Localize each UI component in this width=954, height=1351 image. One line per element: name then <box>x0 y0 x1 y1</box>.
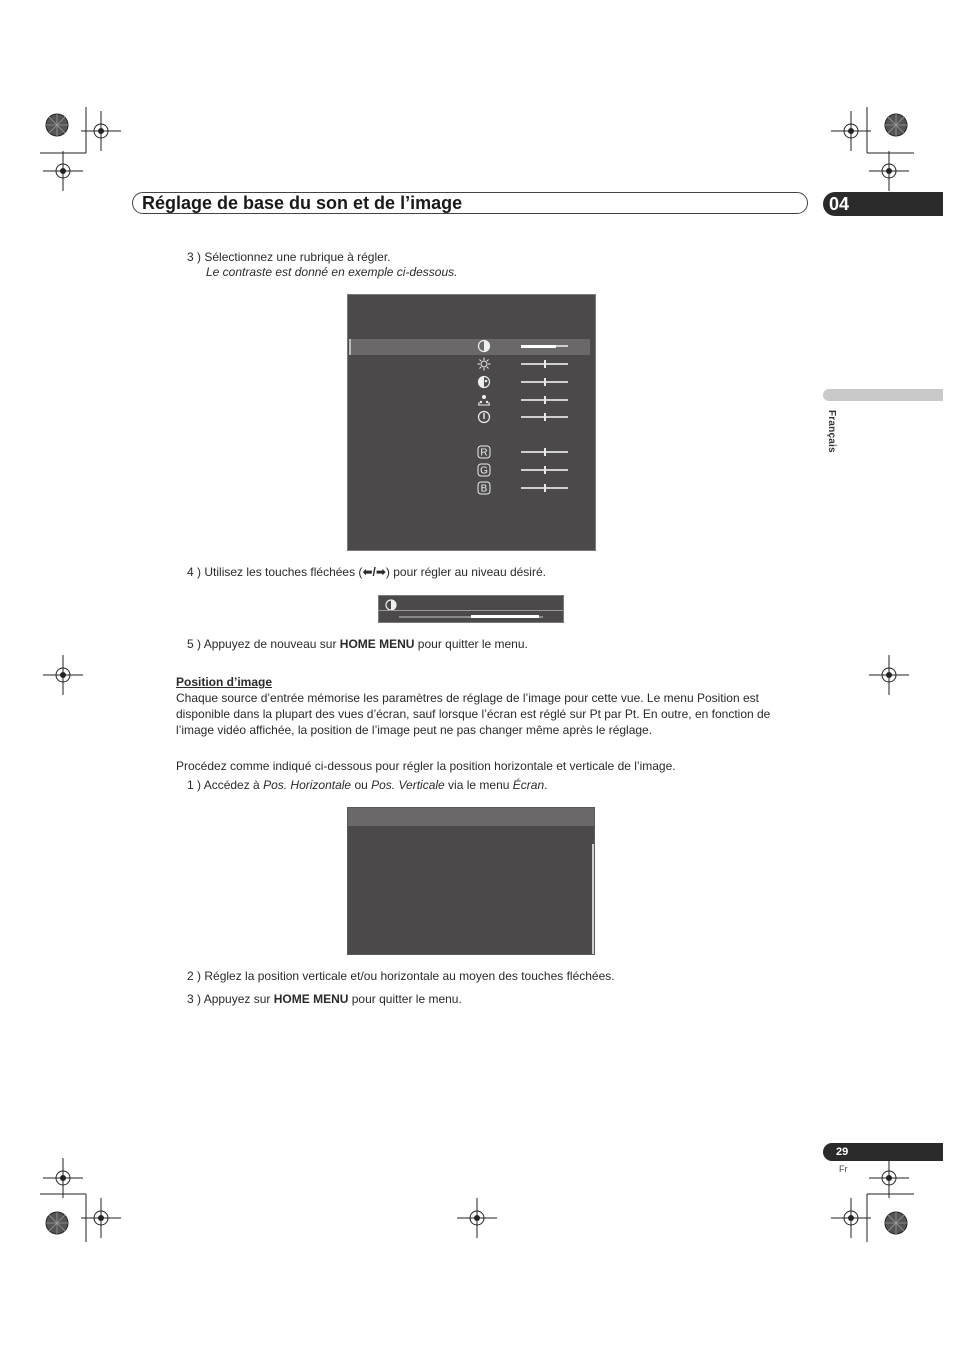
slider-knob <box>544 448 546 456</box>
osd-picture-menu <box>347 294 596 551</box>
language-label: Français <box>826 410 837 453</box>
slider-knob <box>544 484 546 492</box>
page-title: Réglage de base du son et de l’image <box>142 193 463 213</box>
osd-screen-menu-header <box>348 808 594 826</box>
sharpness-icon <box>477 410 491 424</box>
chapter-badge: 04 <box>823 192 943 216</box>
osd-adjust-bar <box>378 595 564 623</box>
paragraph-2: Procédez comme indiqué ci-dessous pour régler la position horizontale et verticale de l’image. <box>176 759 676 773</box>
tint-icon <box>477 393 491 407</box>
color-icon <box>477 375 491 389</box>
position-step-3: 3 ) Appuyez sur HOME MENU pour quitter le menu. <box>187 992 462 1006</box>
page-language-code: Fr <box>839 1164 848 1174</box>
position-step-2: 2 ) Réglez la position verticale et/ou horizontale au moyen des touches fléchées. <box>187 969 615 983</box>
section-heading: Position d’image <box>176 675 273 689</box>
position-step-1: 1 ) Accédez à Pos. Horizontale ou Pos. Verticale via le menu Écran. <box>187 778 548 792</box>
paragraph-line-1: Chaque source d’entrée mémorise les paramètres de réglage de l’image pour cette vue. Le menu Position est <box>176 691 759 705</box>
svg-text:R: R <box>480 447 488 459</box>
slider-fill <box>521 345 556 348</box>
slider-knob <box>544 378 546 386</box>
contrast-icon <box>477 339 491 353</box>
language-tab <box>823 389 943 401</box>
slider-knob <box>544 466 546 474</box>
osd-screen-menu <box>347 807 595 955</box>
slider-knob <box>544 396 546 404</box>
slider-knob <box>544 360 546 368</box>
paragraph-line-2: disponible dans la plupart des vues d’écran, sauf lorsque l’écran est réglé sur Pt par Pt. En outre, en fonction de <box>176 707 771 721</box>
red-icon <box>477 445 491 459</box>
step-3: 3 ) Sélectionnez une rubrique à régler. <box>187 250 391 264</box>
arrow-keys-icon: ⬅/➡ <box>362 565 386 579</box>
svg-text:G: G <box>480 465 488 477</box>
paragraph-line-3: l’image vidéo affichée, la position de l’image peut ne pas changer même après le réglage. <box>176 723 653 737</box>
slider-knob <box>544 413 546 421</box>
blue-icon <box>477 481 491 495</box>
adjust-level-fill <box>471 615 539 618</box>
step-5: 5 ) Appuyez de nouveau sur HOME MENU pour quitter le menu. <box>187 637 528 651</box>
svg-text:B: B <box>480 483 488 495</box>
page-number: 29 <box>823 1143 943 1161</box>
step-3-note: Le contraste est donné en exemple ci-dessous. <box>206 265 458 279</box>
osd-scrollbar <box>592 844 594 954</box>
step-4: 4 ) Utilisez les touches fléchées (⬅/➡) pour régler au niveau désiré. <box>187 565 546 579</box>
brightness-icon <box>477 357 491 371</box>
green-icon <box>477 463 491 477</box>
